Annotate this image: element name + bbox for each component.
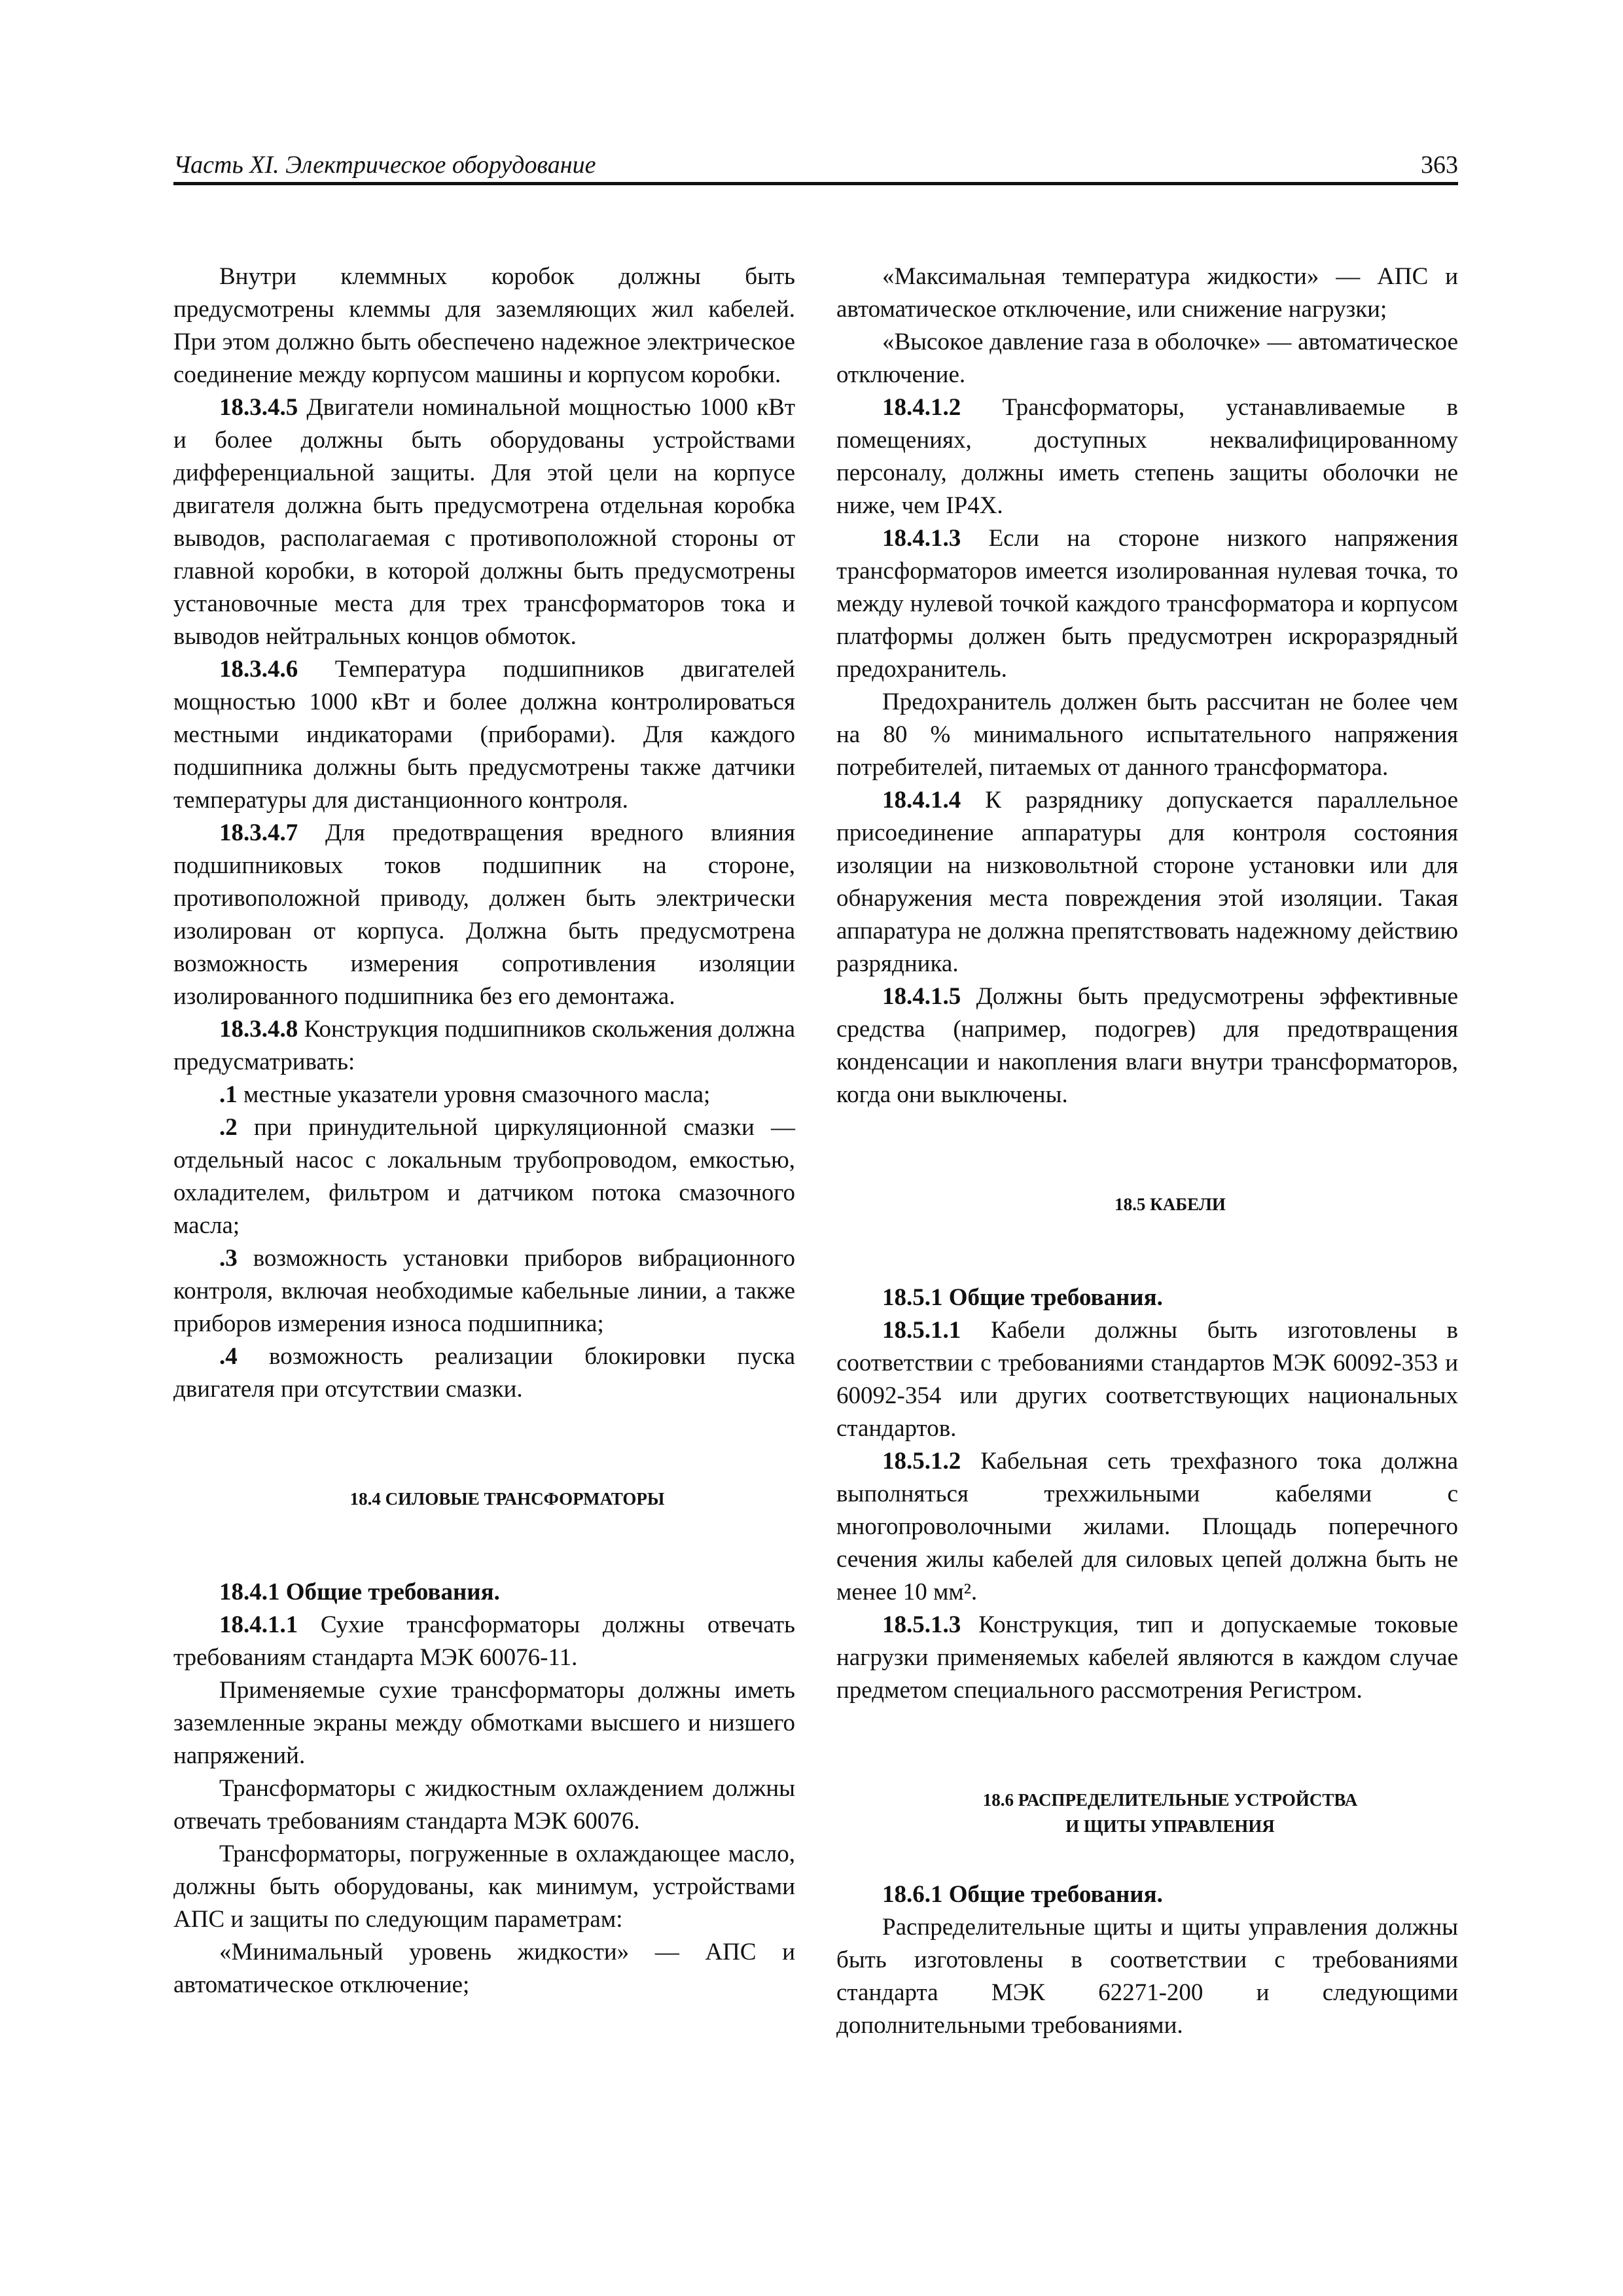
clause-number: 18.3.4.7 [219,819,298,846]
clause-18-3-4-8: 18.3.4.8 Конструкция подшипников скольжения должна предусматривать: [173,1016,795,1075]
section-heading-18-4: 18.4 СИЛОВЫЕ ТРАНСФОРМАТОРЫ [349,1489,665,1509]
paragraph: Трансформаторы с жидкостным охлаждением должны отвечать требованиям стандарта МЭК 60076. [173,1775,795,1835]
list-item: .4 возможность реализации блокировки пуска двигателя при отсутствии смазки. [173,1343,795,1403]
subsection-heading-18-4-1: 18.4.1 Общие требования. [219,1579,500,1605]
clause-number: 18.3.4.5 [219,394,298,421]
paragraph: «Высокое давление газа в оболочке» — автоматическое отключение. [836,329,1458,388]
subsection-heading-18-5-1: 18.5.1 Общие требования. [882,1284,1163,1311]
clause-number: 18.4.1.4 [882,787,961,814]
section-heading-18-5: 18.5 КАБЕЛИ [1115,1194,1226,1214]
paragraph: Распределительные щиты и щиты управления должны быть изготовлены в соответствии с требованиями стандарта МЭК 62271-200 и следующими дополнительными требованиями. [836,1914,1458,2039]
clause-number: 18.4.1.1 [219,1611,298,1638]
clause-18-4-1-1: 18.4.1.1 Сухие трансформаторы должны отвечать требованиям стандарта МЭК 60076-11. [173,1611,795,1671]
page-number: 363 [1421,151,1458,179]
paragraph: Внутри клеммных коробок должны быть предусмотрены клеммы для заземляющих жил кабелей. При этом должно быть обеспечено надежное электрическое соединение между корпусом машины и корпусом коробки. [173,263,795,388]
clause-number: 18.5.1.2 [882,1448,961,1475]
clause-18-3-4-6: 18.3.4.6 Температура подшипников двигателей мощностью 1000 кВт и более должна контролироваться местными индикаторами (приборами). Для каждого подшипника должны быть предусмотрены также датчики температуры для дистанционного контроля. [173,656,795,814]
clause-number: 18.5.1.3 [882,1611,961,1638]
clause-number: 18.4.1.3 [882,525,961,552]
subsection-heading-18-6-1: 18.6.1 Общие требования. [882,1881,1163,1908]
clause-18-5-1-1: 18.5.1.1 Кабели должны быть изготовлены в соответствии с требованиями стандартов МЭК 60092-353 и 60092-354 или других соответствующих национальных стандартов. [836,1317,1458,1442]
clause-number: 18.4.1.2 [882,394,961,421]
clause-18-3-4-5: 18.3.4.5 Двигатели номинальной мощностью 1000 кВт и более должны быть оборудованы устройствами дифференциальной защиты. Для этой цели на корпусе двигателя должна быть предусмотрена отдельная коробка выводов, располагаемая с противоположной стороны от главной коробки, в которой должны быть предусмотрены установочные места для трех трансформаторов тока и выводов нейтральных концов обмоток. [173,394,795,650]
paragraph: Применяемые сухие трансформаторы должны иметь заземленные экраны между обмотками высшего и низшего напряжений. [173,1677,795,1769]
clause-18-4-1-5: 18.4.1.5 Должны быть предусмотрены эффективные средства (например, подогрев) для предотвращения конденсации и накопления влаги внутри трансформаторов, когда они выключены. [836,983,1458,1108]
list-item: .3 возможность установки приборов вибрационного контроля, включая необходимые кабельные линии, а также приборов измерения износа подшипника; [173,1245,795,1337]
running-header [173,143,1458,185]
clause-18-4-1-4: 18.4.1.4 К разряднику допускается параллельное присоединение аппаратуры для контроля состояния изоляции на низковольтной стороне установки или для обнаружения места повреждения этой изоляции. Такая аппаратура не должна препятствовать надежному действию разрядника. [836,787,1458,977]
clause-18-4-1-2: 18.4.1.2 Трансформаторы, устанавливаемые в помещениях, доступных неквалифицированному персоналу, должны иметь степень защиты оболочки не ниже, чем IP4X. [836,394,1458,519]
clause-18-3-4-7: 18.3.4.7 Для предотвращения вредного влияния подшипниковых токов подшипник на стороне, противоположной приводу, должен быть электрически изолирован от корпуса. Должна быть предусмотрена возможность измерения сопротивления изоляции изолированного подшипника без его демонтажа. [173,819,795,1010]
header-title: Часть XI. Электрическое оборудование [173,151,596,179]
clause-18-4-1-3: 18.4.1.3 Если на стороне низкого напряжения трансформаторов имеется изолированная нулевая точка, то между нулевой точкой каждого трансформатора и корпусом платформы должен быть предусмотрен искроразрядный предохранитель. [836,525,1458,683]
paragraph: Трансформаторы, погруженные в охлаждающее масло, должны быть оборудованы, как минимум, устройствами АПС и защиты по следующим параметрам: [173,1840,795,1933]
list-item: .2 при принудительной циркуляционной смазки — отдельный насос с локальным трубопроводом, емкостью, охладителем, фильтром и датчиком потока смазочного масла; [173,1114,795,1239]
right-column [836,260,1458,2042]
clause-number: 18.3.4.6 [219,656,298,683]
paragraph: Предохранитель должен быть рассчитан не более чем на 80 % минимального испытательного напряжения потребителей, питаемых от данного трансформатора. [836,689,1458,781]
list-item: .1 местные указатели уровня смазочного масла; [219,1081,711,1108]
clause-18-5-1-3: 18.5.1.3 Конструкция, тип и допускаемые токовые нагрузки применяемых кабелей являются в каждом случае предметом специального рассмотрения Регистром. [836,1611,1458,1704]
paragraph: «Максимальная температура жидкости» — АПС и автоматическое отключение, или снижение нагрузки; [836,263,1458,323]
section-heading-18-6-line1: 18.6 РАСПРЕДЕЛИТЕЛЬНЫЕ УСТРОЙСТВА [982,1790,1358,1810]
clause-number: 18.5.1.1 [882,1317,961,1344]
paragraph: «Минимальный уровень жидкости» — АПС и автоматическое отключение; [173,1939,795,1998]
section-heading-18-6-line2: И ЩИТЫ УПРАВЛЕНИЯ [1065,1816,1275,1836]
left-column [173,260,795,2001]
clause-18-5-1-2: 18.5.1.2 Кабельная сеть трехфазного тока должна выполняться трехжильными кабелями с многопроволочными жилами. Площадь поперечного сечения жилы кабелей для силовых цепей должна быть не менее 10 мм². [836,1448,1458,1605]
clause-number: 18.3.4.8 [219,1016,298,1043]
clause-number: 18.4.1.5 [882,983,961,1010]
